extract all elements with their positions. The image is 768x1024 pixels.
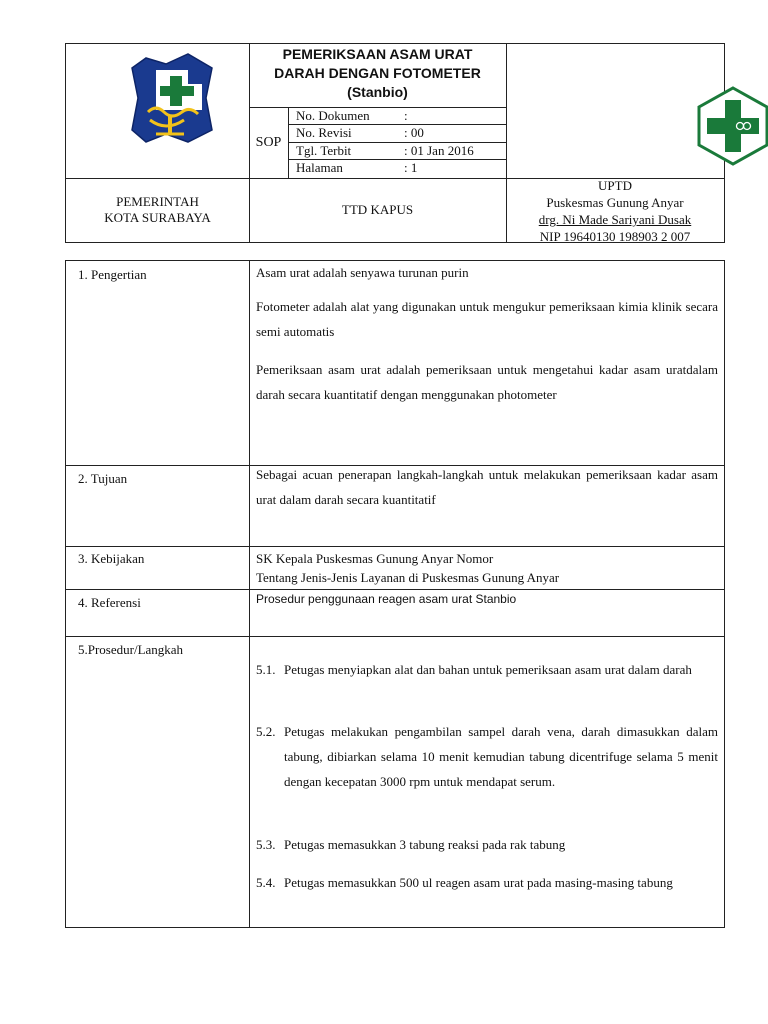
- document-title: PEMERIKSAAN ASAM URAT DARAH DENGAN FOTOMETER (Stanbio): [274, 46, 481, 100]
- sop-label: SOP: [255, 134, 282, 150]
- surabaya-emblem-logo: [126, 50, 218, 146]
- section-label-kebijakan: 3. Kebijakan: [78, 551, 145, 566]
- sop-content-table: [65, 260, 725, 928]
- signature-label: TTD KAPUS: [341, 202, 414, 217]
- procedure-step: [256, 719, 718, 794]
- procedure-step: [256, 870, 718, 895]
- section-label-prosedur: 5.Prosedur/Langkah: [78, 642, 184, 657]
- section-label-tujuan: 2. Tujuan: [78, 471, 128, 486]
- referensi-text: Prosedur penggunaan reagen asam urat Stanbio: [256, 592, 517, 606]
- meta-label: No. Dokumen: [296, 108, 370, 123]
- section-label-pengertian: 1. Pengertian: [78, 267, 147, 282]
- government-label: PEMERINTAH KOTA SURABAYA: [104, 194, 211, 225]
- step-text: Petugas menyiapkan alat dan bahan untuk pemeriksaan asam urat dalam darah: [284, 662, 692, 677]
- step-text: Petugas melakukan pengambilan sampel darah vena, darah dimasukkan dalam tabung, dibiarkan selama 10 menit kemudian tabung dicentrifuge selama 5 menit dengan kecepatan 3000 rpm untuk mendapat serum.: [284, 724, 718, 789]
- meta-label: Halaman: [296, 160, 343, 175]
- divider: [249, 261, 250, 927]
- meta-value: : 00: [404, 125, 424, 140]
- meta-value: :: [404, 108, 408, 123]
- uptd-block: UPTD Puskesmas Gunung Anyar drg. Ni Made Sariyani Dusak NIP 19640130 198903 2 007: [538, 178, 692, 244]
- meta-label: No. Revisi: [296, 125, 352, 140]
- section-label-referensi: 4. Referensi: [78, 595, 141, 610]
- step-number: 5.3.: [256, 837, 276, 852]
- step-text: Petugas memasukkan 500 ul reagen asam urat pada masing-masing tabung: [284, 875, 673, 890]
- divider: [66, 546, 724, 547]
- meta-value: : 01 Jan 2016: [404, 143, 474, 158]
- step-number: 5.1.: [256, 662, 276, 677]
- step-number: 5.4.: [256, 875, 276, 890]
- pengertian-text-1: Asam urat adalah senyawa turunan purin: [256, 265, 469, 280]
- pengertian-text-3: Pemeriksaan asam urat adalah pemeriksaan untuk mengetahui kadar asam uratdalam darah secara kuantitatif dengan menggunakan photometer: [256, 362, 718, 402]
- meta-value: : 1: [404, 160, 418, 175]
- divider: [66, 636, 724, 637]
- kebijakan-text: SK Kepala Puskesmas Gunung Anyar Nomor Tentang Jenis-Jenis Layanan di Puskesmas Gunung Anyar: [256, 551, 560, 585]
- meta-label: Tgl. Terbit: [296, 143, 352, 158]
- procedure-step: [256, 657, 718, 682]
- tujuan-text: Sebagai acuan penerapan langkah-langkah untuk melakukan pemeriksaan kadar asam urat dalam darah secara kuantitatif: [256, 467, 718, 507]
- step-number: 5.2.: [256, 724, 276, 739]
- header-table: [65, 43, 725, 243]
- step-text: Petugas memasukkan 3 tabung reaksi pada rak tabung: [284, 837, 566, 852]
- procedure-step: [256, 832, 718, 857]
- pengertian-text-2: Fotometer adalah alat yang digunakan untuk mengukur pemeriksaan kimia klinik secara semi automatis: [256, 299, 718, 339]
- puskesmas-logo: [697, 86, 768, 166]
